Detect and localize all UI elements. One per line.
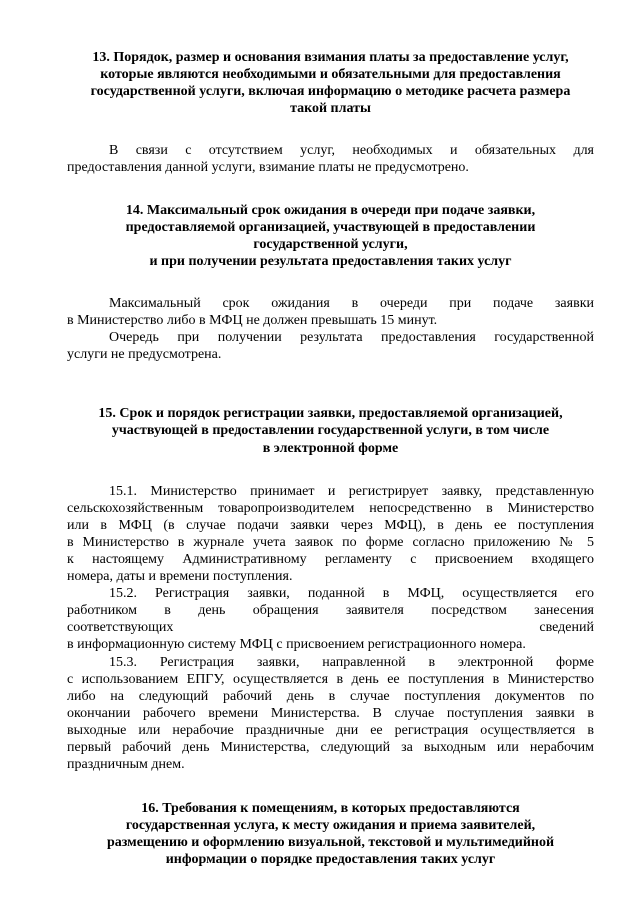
heading-line: размещению и оформлению визуальной, текстовой и мультимедийной bbox=[106, 835, 555, 851]
paragraph-line: работником в день обращения заявителя посредством занесения bbox=[67, 603, 594, 619]
paragraph-line: либо на следующий рабочий день в случае поступления документов по bbox=[67, 688, 594, 704]
heading-line: такой платы bbox=[290, 101, 371, 117]
paragraph-line: в информационную систему МФЦ с присвоением регистрационного номера. bbox=[67, 637, 526, 653]
paragraph-line: 15.1. Министерство принимает и регистрирует заявку, представленную bbox=[109, 483, 594, 499]
paragraph-line: окончании рабочего времени Министерства. В случае поступления заявки в bbox=[67, 705, 594, 721]
section-14-paragraph-2 bbox=[67, 329, 594, 363]
section-16-heading bbox=[67, 800, 594, 868]
section-14-heading bbox=[67, 202, 594, 270]
paragraph-line: Максимальный срок ожидания в очереди при подаче заявки bbox=[109, 295, 594, 311]
paragraph-line: услуги не предусмотрена. bbox=[67, 347, 222, 363]
heading-line: в электронной форме bbox=[262, 440, 399, 456]
section-15-heading bbox=[67, 405, 594, 456]
heading-line: участвующей в предоставлении государственной услуги, в том числе bbox=[111, 423, 550, 439]
heading-line: государственная услуга, к месту ожидания и приема заявителей, bbox=[125, 818, 536, 834]
heading-line: которые являются необходимыми и обязательными для предоставления bbox=[100, 67, 561, 83]
paragraph-line: с использованием ЕПГУ, осуществляется в день ее поступления в Министерство bbox=[67, 671, 594, 687]
section-14-paragraph-1 bbox=[67, 295, 594, 329]
paragraph-line: в Министерство либо в МФЦ не должен превышать 15 минут. bbox=[67, 313, 438, 329]
heading-line: 13. Порядок, размер и основания взимания платы за предоставление услуг, bbox=[92, 50, 569, 65]
section-13-paragraph bbox=[67, 142, 594, 176]
heading-line: 14. Максимальный срок ожидания в очереди при подаче заявки, bbox=[125, 202, 536, 218]
heading-line: 16. Требования к помещениям, в которых предоставляются bbox=[141, 801, 520, 817]
heading-line: государственной услуги, включая информацию о методике расчета размера bbox=[90, 84, 571, 100]
paragraph-line: Очередь при получении результата предоставления государственной bbox=[109, 330, 594, 346]
paragraph-line: сельскохозяйственным товаропроизводителем непосредственно в Министерство bbox=[67, 500, 594, 516]
paragraph-line: праздничным днем. bbox=[67, 757, 185, 773]
paragraph-line: выходные или нерабочие праздничные дни ее регистрация осуществляется в bbox=[67, 722, 594, 738]
heading-line: и при получении результата предоставления таких услуг bbox=[149, 253, 512, 269]
section-15-2-paragraph bbox=[67, 585, 594, 653]
paragraph-line: к настоящему Административному регламенту с присвоением входящего bbox=[67, 551, 594, 567]
heading-line: 15. Срок и порядок регистрации заявки, предоставляемой организацией, bbox=[98, 406, 563, 422]
section-15-1-paragraph bbox=[67, 483, 594, 586]
heading-line: предоставляемой организацией, участвующей в предоставлении bbox=[125, 219, 536, 235]
section-15-3-paragraph bbox=[67, 654, 594, 774]
paragraph-line: номера, даты и времени поступления. bbox=[67, 569, 293, 585]
paragraph-line: предоставления данной услуги, взимание платы не предусмотрено. bbox=[67, 160, 469, 176]
paragraph-line: в Министерство в журнале учета заявок по форме согласно приложению № 5 bbox=[67, 534, 594, 550]
paragraph-line: соответствующих сведений bbox=[67, 620, 594, 636]
section-13-heading bbox=[67, 49, 594, 117]
paragraph-line: первый рабочий день Министерства, следующий за выходным или нерабочим bbox=[67, 740, 594, 755]
heading-line: информации о порядке предоставления таких услуг bbox=[165, 852, 496, 868]
heading-line: государственной услуги, bbox=[253, 236, 408, 252]
paragraph-line: 15.2. Регистрация заявки, поданной в МФЦ, осуществляется его bbox=[109, 586, 594, 602]
paragraph-line: В связи с отсутствием услуг, необходимых и обязательных для bbox=[109, 143, 594, 159]
paragraph-line: 15.3. Регистрация заявки, направленной в электронной форме bbox=[109, 654, 594, 670]
paragraph-line: или в МФЦ (в случае подачи заявки через МФЦ), в день ее поступления bbox=[67, 517, 594, 533]
